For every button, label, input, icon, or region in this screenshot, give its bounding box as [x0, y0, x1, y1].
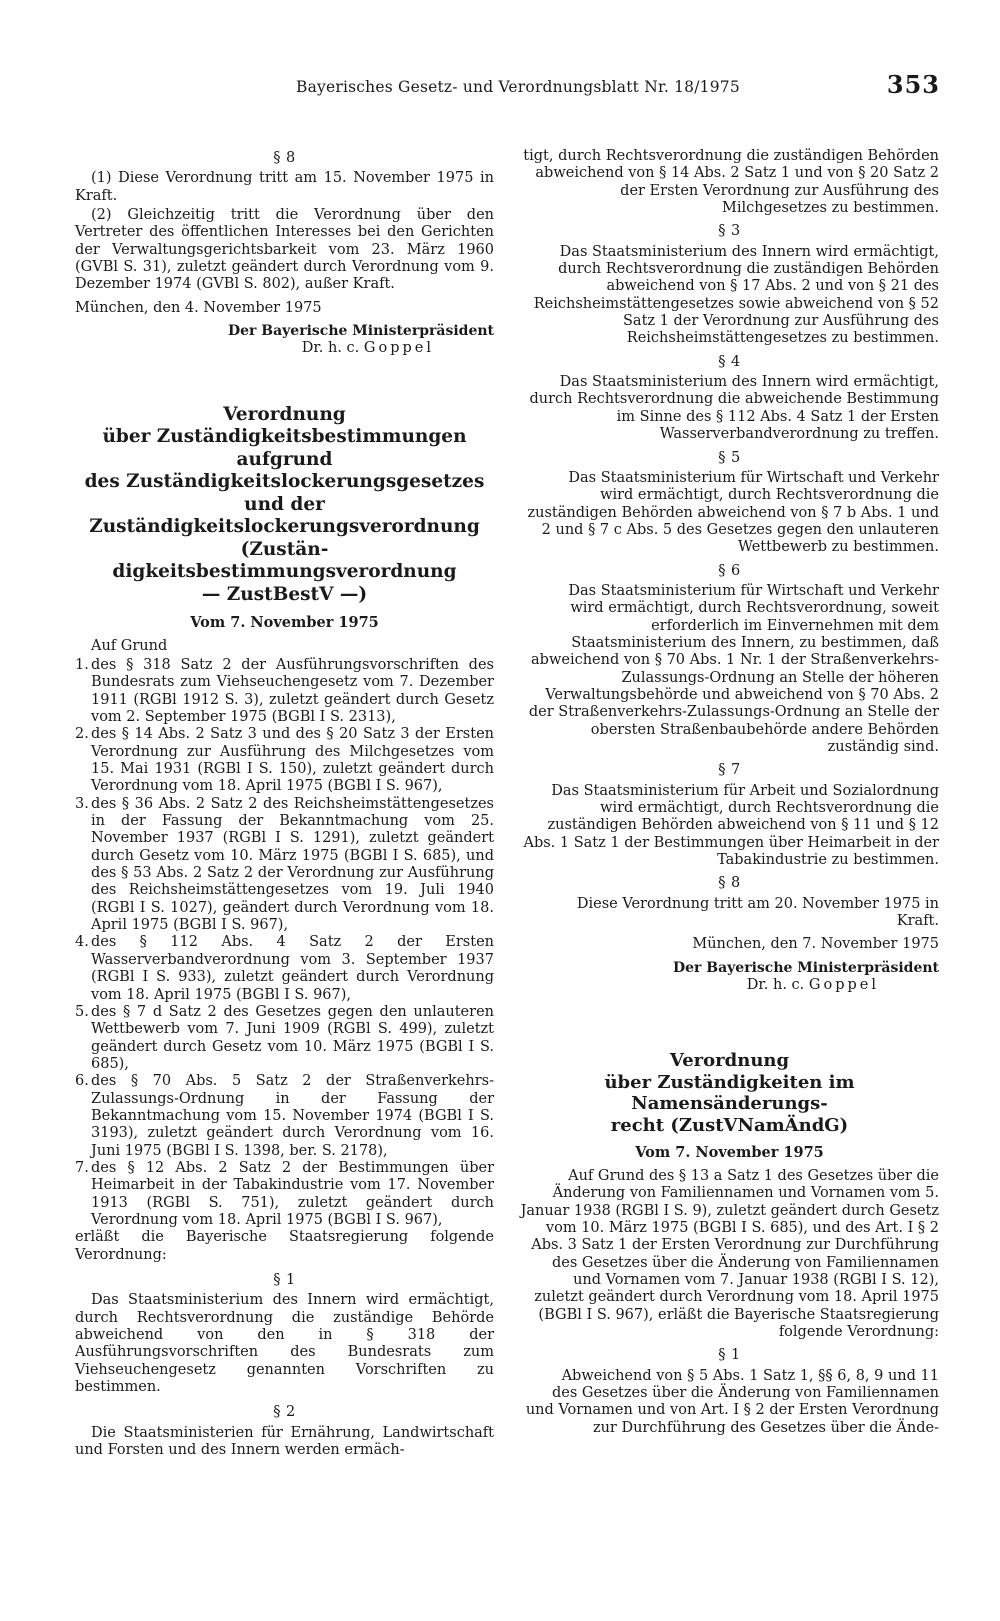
paragraph: Das Staatsministerium für Wirtschaft und Verkehr wird ermächtigt, durch Rechtsverordnung, soweit erforderlich im Einvernehmen mit dem Staatsministerium des Innern, zu bestimmen, daß abweichend von § 70 Abs. 1 Nr. 1 der Straßenverkehrs-Zulassungs-Ordnung an Stelle der höheren Verwaltungsbehörde und abweichend von § 70 Abs. 2 der Straßenverkehrs-Zulassungs-Ordnung an Stelle der obersten Straßenbaubehörde andere Behörden zuständig sind. [528, 582, 939, 755]
list-number: 6. [75, 1073, 89, 1090]
list-item [75, 1004, 494, 1073]
section-heading: § 1 [273, 1272, 296, 1288]
paragraph: Auf Grund [91, 637, 168, 654]
signature-surname: Goppel [363, 340, 434, 357]
paragraph: Auf Grund des § 13 a Satz 1 des Gesetzes über die Änderung von Familiennamen und Vornamen vom 5. Januar 1938 (RGBl I S. 9), zuletzt geändert durch Gesetz vom 10. März 1975 (BGBl I S. 685), und des Art. I § 2 Abs. 3 Satz 1 der Ersten Verordnung zur Durchführung des Gesetzes über die Änderung von Familiennamen und Vornamen vom 7. Januar 1938 (RGBl I S. 12), zuletzt geändert durch Verordnung vom 18. April 1975 (BGBl I S. 967), erläßt die Bayerische Staatsregierung folgende Verordnung: [520, 1167, 939, 1340]
regulation-title-line: Verordnung [223, 403, 346, 425]
section-heading: § 8 [718, 875, 741, 892]
section-heading: § 6 [718, 562, 741, 579]
paragraph: Das Staatsministerium für Wirtschaft und Verkehr wird ermächtigt, durch Rechtsverordnung die zuständigen Behörden abweichend von § 7 b Abs. 1 und 2 und § 7 c Abs. 5 des Gesetzes gegen den unlauteren Wettbewerb zu bestimmen. [527, 469, 939, 556]
paragraph: Abweichend von § 5 Abs. 1 Satz 1, §§ 6, 8, 9 und 11 des Gesetzes über die Änderung von Familiennamen und Vornamen und von Art. I § 2 der Ersten Verordnung zur Durchführung des Gesetzes über die Ände- [525, 1367, 939, 1436]
signature-prefix: Dr. h. c. [746, 977, 805, 994]
list-item [75, 796, 494, 935]
paragraph: Das Staatsministerium des Innern wird ermächtigt, durch Rechtsverordnung die abweichende Bestimmung im Sinne des § 112 Abs. 4 Satz 1 der Ersten Wasserverbandverordnung zu treffen. [529, 374, 939, 443]
regulation-date: Vom 7. November 1975 [190, 614, 379, 632]
right-column [520, 148, 939, 1439]
section-heading: § 1 [718, 1347, 741, 1364]
regulation-title-line: des Zuständigkeitslockerungsgesetzes und der [84, 471, 485, 515]
place-date: München, den 4. November 1975 [75, 299, 322, 316]
place-date: München, den 7. November 1975 [692, 936, 939, 953]
page-number: 353 [886, 70, 940, 99]
paragraph: (1) Diese Verordnung tritt am 15. November 1975 in Kraft. [75, 170, 494, 204]
signature-name [75, 340, 434, 357]
list-item [75, 934, 494, 1003]
regulation-title-line: über Zuständigkeitsbestimmungen aufgrund [102, 426, 467, 470]
legal-basis-list [75, 657, 494, 1229]
list-text: des § 14 Abs. 2 Satz 3 und des § 20 Satz 3 der Ersten Verordnung zur Ausführung des Milchgesetzes vom 15. Mai 1931 (RGBl I S. 150), zuletzt geändert durch Verordnung vom 18. April 1975 (BGBl I S. 967), [91, 726, 494, 795]
paragraph: (2) Gleichzeitig tritt die Verordnung über den Vertreter des öffentlichen Interesses bei den Gerichten der Verwaltungsgerichtsbarkeit vom 23. März 1960 (GVBl S. 31), zuletzt geändert durch Verordnung vom 9. Dezember 1974 (GVBl S. 802), außer Kraft. [75, 207, 494, 293]
list-item [75, 726, 494, 795]
page-header [60, 70, 940, 104]
paragraph: Das Staatsministerium des Innern wird ermächtigt, durch Rechtsverordnung die zuständige Behörde abweichend von den in § 318 der Ausführungsvorschriften des Bundesrats zum Viehseuchengesetz genannten Vorschriften zu bestimmen. [75, 1292, 494, 1396]
paragraph: erläßt die Bayerische Staatsregierung folgende Verordnung: [75, 1229, 494, 1263]
left-column [75, 148, 494, 1461]
paragraph: Das Staatsministerium des Innern wird ermächtigt, durch Rechtsverordnung die zuständigen Behörden abweichend von § 17 Abs. 2 und von § 21 des Reichsheimstättengesetzes sowie abweichend von § 52 Satz 1 der Verordnung zur Ausführung des Reichsheimstättengesetzes zu bestimmen. [533, 243, 939, 347]
list-number: 3. [75, 795, 89, 812]
signature-title: Der Bayerische Ministerpräsident [672, 959, 939, 976]
list-item [75, 1073, 494, 1160]
paragraph: Diese Verordnung tritt am 20. November 1975 in Kraft. [576, 895, 939, 930]
regulation-title [75, 404, 494, 607]
list-number: 2. [75, 726, 89, 743]
paragraph: tigt, durch Rechtsverordnung die zuständigen Behörden abweichend von § 14 Abs. 2 Satz 1 und von § 20 Satz 2 der Ersten Verordnung zur Ausführung des Milchgesetzes zu bestimmen. [523, 148, 939, 217]
regulation-title-line: — ZustBestV —) [201, 583, 368, 605]
list-item [75, 1160, 494, 1229]
regulation-title-line: Zuständigkeitslockerungsverordnung (Zustän- [89, 516, 480, 560]
list-text: des § 36 Abs. 2 Satz 2 des Reichsheimstättengesetzes in der Fassung der Bekanntmachung vom 25. November 1937 (RGBl I S. 1291), zuletzt geändert durch Gesetz vom 10. März 1975 (BGBl I S. 685), und des § 53 Abs. 2 Satz 2 der Verordnung zur Ausführung des Reichsheimstättengesetzes vom 19. Juli 1940 (RGBl I S. 1027), geändert durch Verordnung vom 18. April 1975 (BGBl I S. 967), [91, 795, 494, 934]
list-number: 7. [75, 1159, 89, 1176]
journal-title: Bayerisches Gesetz- und Verordnungsblatt Nr. 18/1975 [296, 78, 740, 96]
section-heading: § 3 [718, 223, 741, 240]
signature-prefix: Dr. h. c. [301, 340, 360, 357]
paragraph: Das Staatsministerium für Arbeit und Sozialordnung wird ermächtigt, durch Rechtsverordnung die zuständigen Behörden abweichend von § 11 und § 12 Abs. 1 Satz 1 der Bestimmungen über Heimarbeit in der Tabakindustrie zu bestimmen. [523, 782, 939, 869]
list-number: 5. [75, 1003, 89, 1020]
section-heading: § 5 [718, 449, 741, 466]
list-text: des § 112 Abs. 4 Satz 2 der Ersten Wasserverbandverordnung vom 3. September 1937 (RGBl I S. 933), zuletzt geändert durch Verordnung vom 18. April 1975 (BGBl I S. 967), [91, 934, 494, 1003]
section-heading: § 2 [273, 1404, 296, 1421]
list-text: des § 12 Abs. 2 Satz 2 der Bestimmungen über Heimarbeit in der Tabakindustrie vom 17. November 1913 (RGBl S. 751), zuletzt geändert durch Verordnung vom 18. April 1975 (BGBl I S. 967), [91, 1159, 494, 1228]
list-text: des § 318 Satz 2 der Ausführungsvorschriften des Bundesrats zum Viehseuchengesetz vom 7. Dezember 1911 (RGBl 1912 S. 3), zuletzt geändert durch Gesetz vom 2. September 1975 (BGBl I S. 2313), [91, 656, 494, 725]
signature-title: Der Bayerische Ministerpräsident [227, 323, 494, 340]
regulation-title-line: Verordnung [669, 1050, 790, 1072]
paragraph: Die Staatsministerien für Ernährung, Landwirtschaft und Forsten und des Innern werden ermäch- [75, 1424, 494, 1459]
list-item [75, 657, 494, 726]
signature-name [520, 977, 879, 994]
regulation-title-line: recht (ZustVNamÄndG) [610, 1114, 849, 1136]
regulation-title-line: über Zuständigkeiten im Namensänderungs- [604, 1071, 855, 1115]
regulation-title-line: digkeitsbestimmungsverordnung [112, 561, 457, 583]
regulation-title [520, 1050, 939, 1136]
section-heading: § 4 [718, 353, 741, 370]
list-text: des § 7 d Satz 2 des Gesetzes gegen den unlauteren Wettbewerb vom 7. Juni 1909 (RGBl S. 499), zuletzt geändert durch Gesetz vom 10. März 1975 (BGBl I S. 685), [91, 1003, 494, 1072]
section-heading: § 7 [718, 762, 741, 779]
list-number: 1. [75, 656, 89, 673]
list-text: des § 70 Abs. 5 Satz 2 der Straßenverkehrs-Zulassungs-Ordnung in der Fassung der Bekanntmachung vom 15. November 1974 (BGBl I S. 3193), zuletzt geändert durch Verordnung vom 16. Juni 1975 (BGBl I S. 1398, ber. S. 2178), [91, 1073, 494, 1159]
regulation-date: Vom 7. November 1975 [635, 1144, 824, 1162]
section-heading: § 8 [273, 150, 296, 166]
signature-surname: Goppel [808, 977, 879, 994]
list-number: 4. [75, 934, 89, 951]
